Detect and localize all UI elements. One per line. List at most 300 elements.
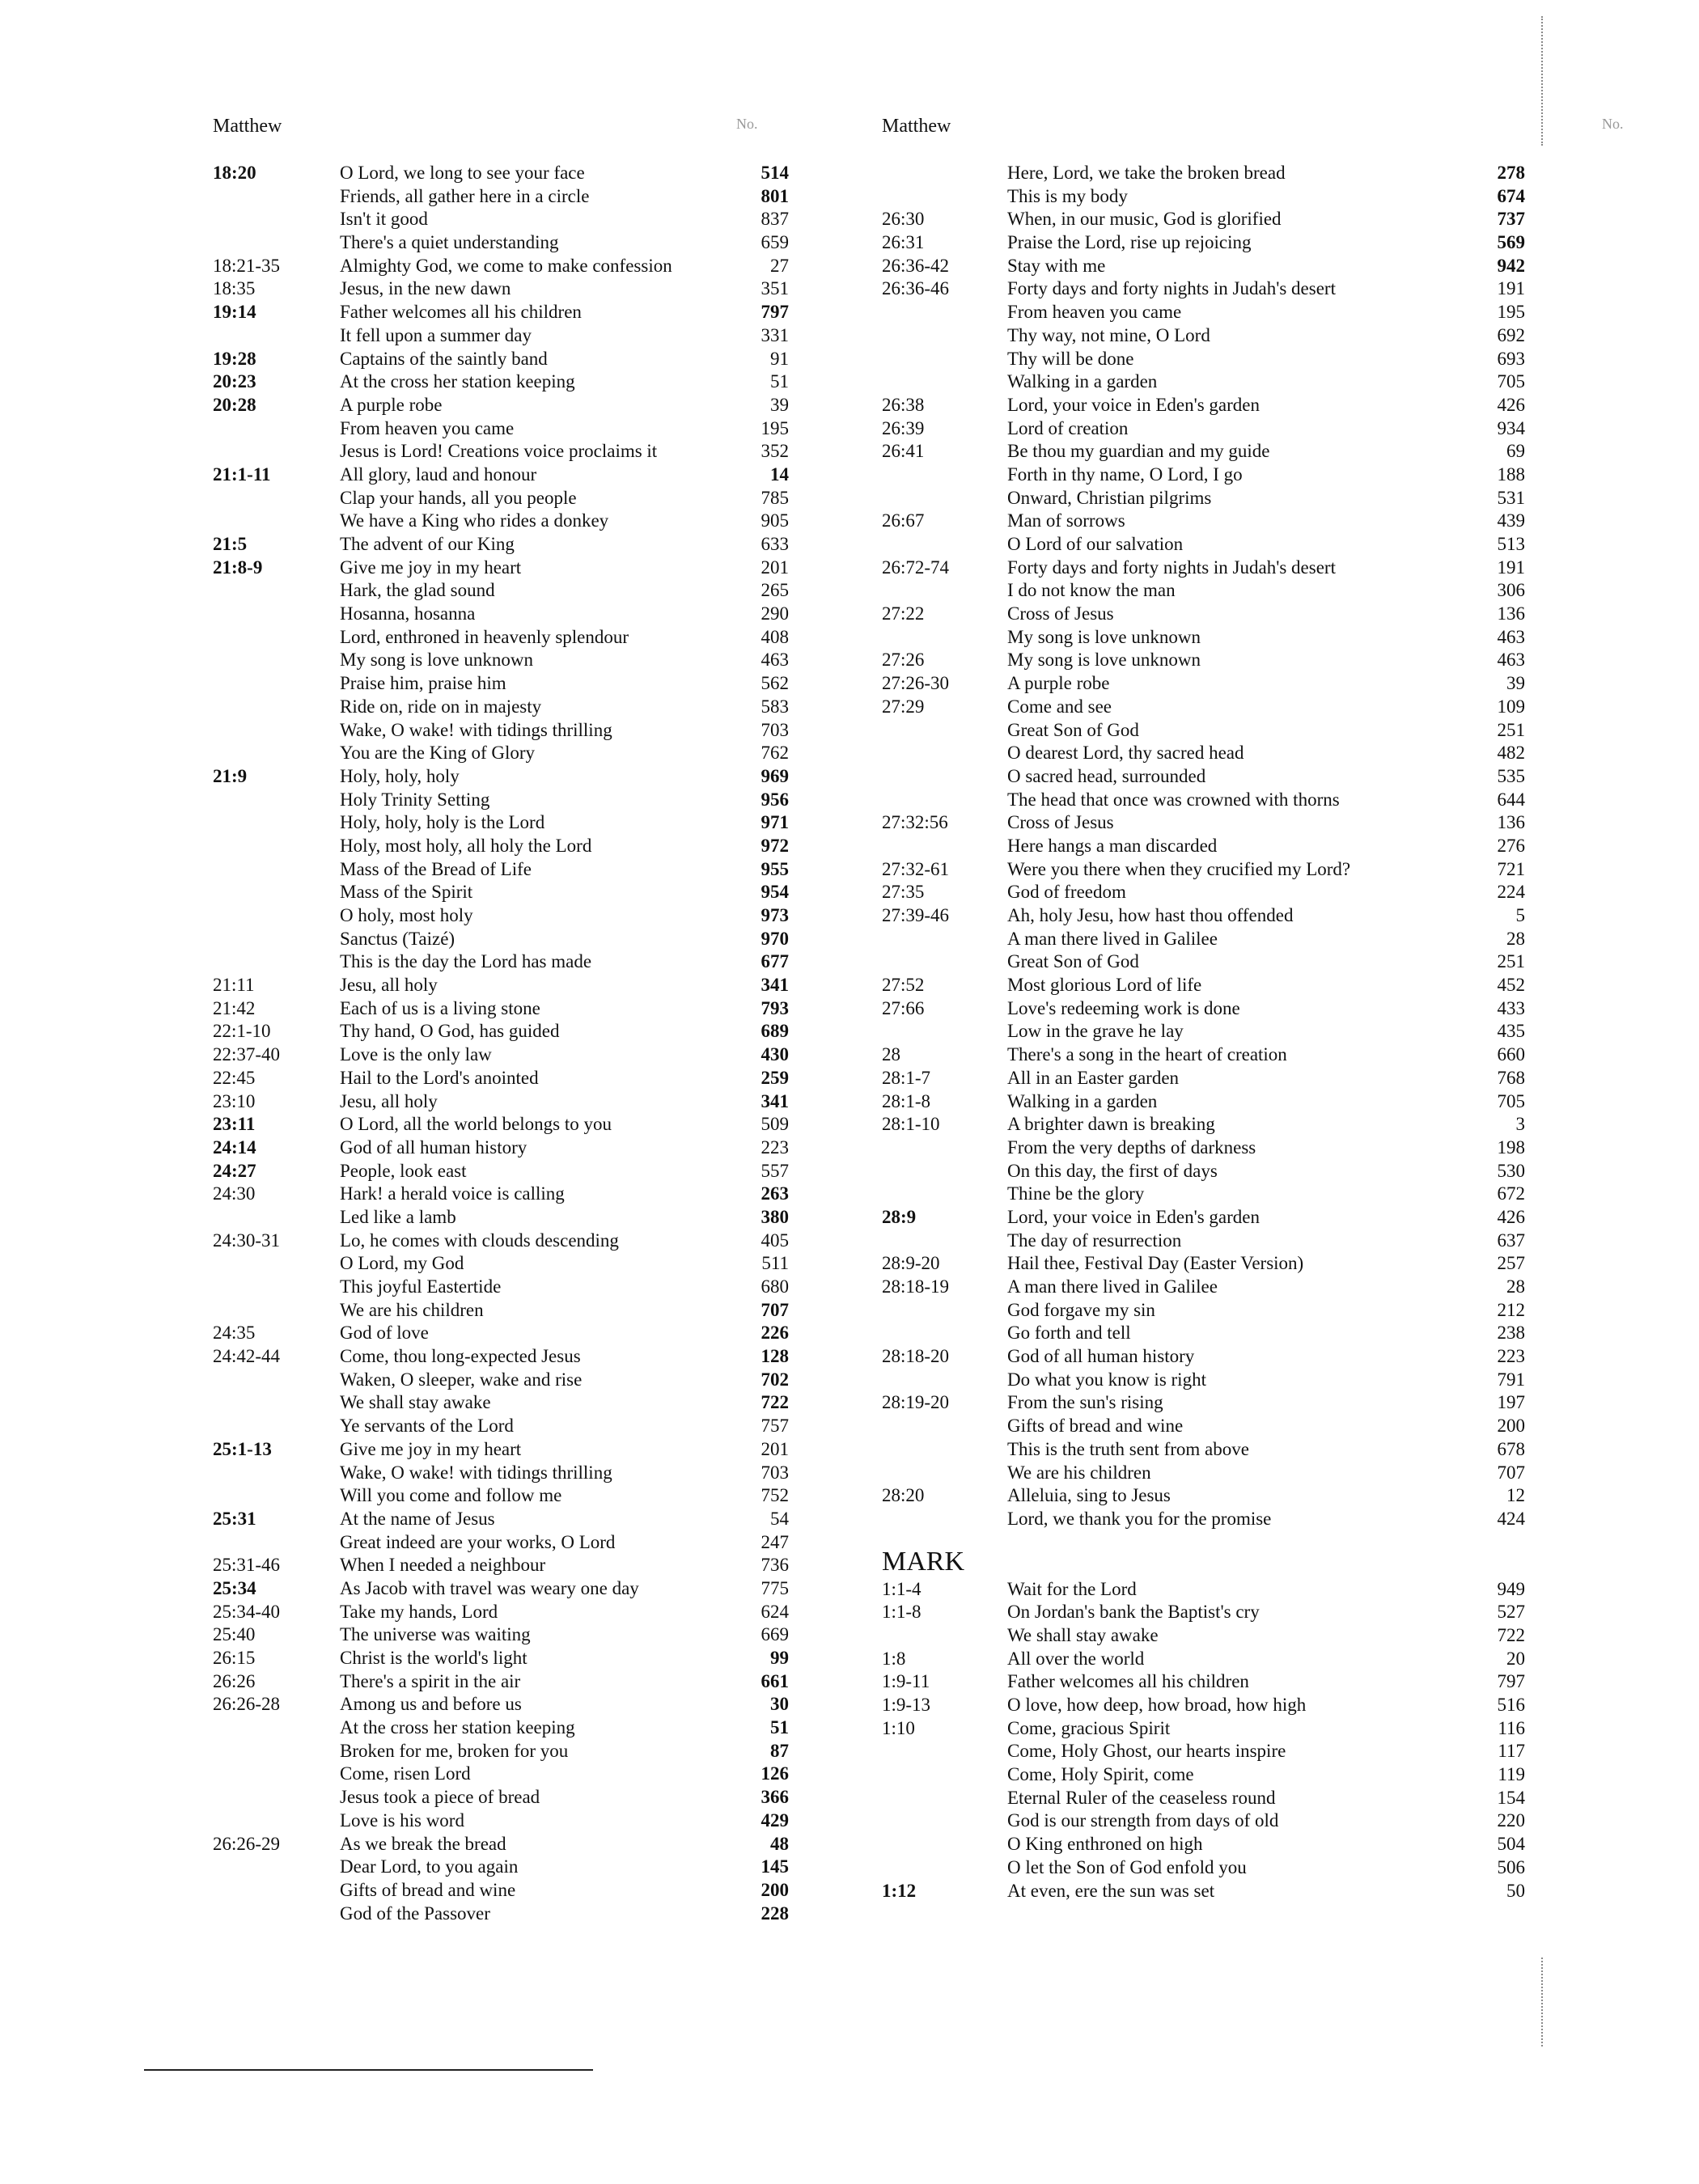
scripture-reference: 28 <box>882 1044 900 1065</box>
hymn-number: 801 <box>761 185 789 206</box>
hymn-number: 680 <box>761 1276 789 1297</box>
hymn-title: Christ is the world's light <box>340 1648 527 1668</box>
hymn-title: This is the day the Lord has made <box>340 951 592 972</box>
scripture-reference: 1:12 <box>882 1880 917 1901</box>
hymn-number: 263 <box>761 1183 789 1204</box>
scripture-reference: 18:20 <box>213 163 256 183</box>
index-row <box>0 463 817 487</box>
index-row <box>0 440 817 463</box>
hymn-number: 659 <box>761 232 789 253</box>
hymn-number: 737 <box>1497 209 1525 230</box>
scripture-reference: 24:14 <box>213 1136 256 1158</box>
index-row <box>0 1438 817 1462</box>
index-row <box>874 997 1683 1021</box>
hymn-title: Lo, he comes with clouds descending <box>340 1230 619 1251</box>
index-row <box>0 255 817 278</box>
hymn-title: The advent of our King <box>340 534 515 554</box>
index-row <box>0 1623 817 1647</box>
index-row <box>0 1716 817 1740</box>
hymn-number: 661 <box>761 1670 789 1691</box>
hymn-title: Come and see <box>1007 696 1112 717</box>
index-row <box>874 487 1683 510</box>
hymn-number: 251 <box>1497 951 1525 972</box>
hymn-title: My song is love unknown <box>340 650 533 671</box>
scripture-reference: 26:36-46 <box>882 278 950 299</box>
hymn-number: 752 <box>761 1485 789 1506</box>
hymn-number: 191 <box>1497 557 1525 578</box>
index-row <box>0 811 817 835</box>
hymn-number: 226 <box>761 1323 789 1344</box>
hymn-title: Walking in a garden <box>1007 1090 1158 1111</box>
hymn-title: Thy way, not mine, O Lord <box>1007 324 1210 345</box>
hymn-title: Walking in a garden <box>1007 371 1158 392</box>
hymn-number: 633 <box>761 534 789 554</box>
hymn-title: Mass of the Bread of Life <box>340 858 532 879</box>
hymn-title: My song is love unknown <box>1007 626 1201 647</box>
hymn-number: 693 <box>1497 348 1525 369</box>
scripture-reference: 28:19-20 <box>882 1392 950 1413</box>
hymn-number: 677 <box>761 951 789 972</box>
hymn-number: 188 <box>1497 463 1525 485</box>
index-row <box>0 1484 817 1508</box>
index-row <box>874 1252 1683 1276</box>
index-row <box>0 974 817 997</box>
hymn-number: 220 <box>1497 1810 1525 1831</box>
hymn-number: 154 <box>1497 1787 1525 1808</box>
hymn-title: God of all human history <box>1007 1346 1195 1367</box>
hymn-number: 341 <box>761 1090 789 1111</box>
scripture-reference: 28:1-10 <box>882 1114 940 1135</box>
hymn-title: Lord, your voice in Eden's garden <box>1007 394 1260 415</box>
index-row <box>0 1809 817 1833</box>
index-row <box>0 1136 817 1160</box>
index-row <box>0 1786 817 1809</box>
hymn-title: Give me joy in my heart <box>340 1438 522 1459</box>
hymn-number: 426 <box>1497 394 1525 415</box>
index-row <box>874 1880 1683 1903</box>
hymn-number: 837 <box>761 209 789 230</box>
hymn-title: O love, how deep, how broad, how high <box>1007 1695 1307 1715</box>
hymn-number: 119 <box>1498 1764 1525 1785</box>
scripture-reference: 1:1-4 <box>882 1578 922 1599</box>
index-row <box>874 765 1683 789</box>
hymn-title: A brighter dawn is breaking <box>1007 1114 1215 1135</box>
index-row <box>874 185 1683 209</box>
hymn-title: O dearest Lord, thy sacred head <box>1007 743 1244 764</box>
hymn-title: God of all human history <box>340 1136 527 1158</box>
scripture-reference: 21:5 <box>213 534 248 554</box>
hymn-number: 195 <box>1497 302 1525 323</box>
hymn-title: This joyful Eastertide <box>340 1276 502 1297</box>
hymn-number: 28 <box>1506 1276 1525 1297</box>
scripture-reference: 28:9 <box>882 1206 917 1227</box>
index-row <box>0 1763 817 1786</box>
hymn-title: We are his children <box>340 1299 484 1320</box>
scripture-reference: 26:39 <box>882 417 925 438</box>
hymn-title: Take my hands, Lord <box>340 1601 498 1622</box>
hymn-number: 136 <box>1497 812 1525 833</box>
scripture-reference: 21:42 <box>213 997 256 1018</box>
hymn-title: Lord, enthroned in heavenly splendour <box>340 626 629 647</box>
hymn-number: 48 <box>770 1833 789 1854</box>
index-row <box>0 904 817 928</box>
hymn-title: Each of us is a living stone <box>340 997 540 1018</box>
index-row <box>0 1670 817 1694</box>
scripture-reference: 26:26 <box>213 1670 256 1691</box>
left-index-list <box>0 162 817 1925</box>
index-row <box>874 1670 1683 1694</box>
scripture-reference: 27:35 <box>882 882 925 903</box>
index-row <box>0 1647 817 1670</box>
hymn-title: Hail to the Lord's anointed <box>340 1067 539 1088</box>
hymn-title: Thy hand, O God, has guided <box>340 1021 560 1042</box>
hymn-number: 54 <box>770 1508 789 1529</box>
scan-edge-mark <box>1541 1958 1544 2046</box>
hymn-title: Clap your hands, all you people <box>340 487 577 508</box>
index-row <box>0 394 817 417</box>
hymn-number: 535 <box>1497 765 1525 786</box>
index-row <box>0 950 817 974</box>
scripture-reference: 26:15 <box>213 1648 256 1668</box>
hymn-number: 969 <box>761 765 789 786</box>
hymn-title: At the cross her station keeping <box>340 371 575 392</box>
scripture-reference: 28:1-7 <box>882 1067 931 1088</box>
index-row <box>0 672 817 696</box>
hymn-number: 20 <box>1506 1648 1525 1669</box>
hymn-title: God of love <box>340 1323 429 1344</box>
hymn-number: 99 <box>770 1648 789 1668</box>
hymn-number: 290 <box>761 603 789 624</box>
index-row <box>0 1067 817 1090</box>
index-row <box>874 1508 1683 1531</box>
hymn-title: Cross of Jesus <box>1007 812 1114 833</box>
scripture-reference: 22:37-40 <box>213 1044 281 1065</box>
index-row <box>874 881 1683 904</box>
section-heading <box>874 1531 1683 1578</box>
index-row <box>874 1322 1683 1345</box>
index-row <box>874 1415 1683 1438</box>
hymn-title: At even, ere the sun was set <box>1007 1880 1215 1901</box>
index-row <box>0 835 817 858</box>
hymn-title: Father welcomes all his children <box>340 302 582 323</box>
hymn-number: 762 <box>761 743 789 764</box>
index-row <box>0 997 817 1021</box>
hymn-title: Here, Lord, we take the broken bread <box>1007 163 1286 183</box>
hymn-number: 3 <box>1515 1114 1525 1135</box>
index-row <box>0 1020 817 1043</box>
hymn-number: 259 <box>761 1067 789 1088</box>
index-row <box>0 765 817 789</box>
hymn-number: 87 <box>770 1740 789 1761</box>
hymn-title: Hark! a herald voice is calling <box>340 1183 565 1204</box>
index-row <box>0 1230 817 1253</box>
hymn-title: Father welcomes all his children <box>1007 1671 1249 1692</box>
scripture-reference: 27:39-46 <box>882 905 950 925</box>
index-row <box>0 858 817 882</box>
hymn-number: 689 <box>761 1021 789 1042</box>
hymn-number: 408 <box>761 626 789 647</box>
index-row <box>0 277 817 301</box>
index-row <box>874 1578 1683 1602</box>
index-row <box>874 1740 1683 1763</box>
hymn-number: 12 <box>1506 1485 1525 1506</box>
hymn-title: Jesu, all holy <box>340 1090 438 1111</box>
scan-edge-mark <box>1541 16 1544 146</box>
index-row <box>874 1856 1683 1880</box>
hymn-title: On this day, the first of days <box>1007 1160 1218 1181</box>
index-row <box>0 1554 817 1577</box>
scripture-reference: 21:1-11 <box>213 463 271 485</box>
index-row <box>0 1391 817 1415</box>
hymn-number: 435 <box>1497 1021 1525 1042</box>
scripture-reference: 26:26-29 <box>213 1833 281 1854</box>
index-row <box>0 1252 817 1276</box>
index-row <box>874 1648 1683 1671</box>
hymn-title: Eternal Ruler of the ceaseless round <box>1007 1787 1276 1808</box>
hymn-title: Ye servants of the Lord <box>340 1416 514 1437</box>
index-row <box>0 742 817 765</box>
index-row <box>874 928 1683 951</box>
hymn-title: From the very depths of darkness <box>1007 1136 1256 1158</box>
hymn-title: I do not know the man <box>1007 580 1176 601</box>
hymn-number: 707 <box>761 1299 789 1320</box>
hymn-title: Jesu, all holy <box>340 975 438 996</box>
hymn-title: Jesus took a piece of bread <box>340 1787 540 1808</box>
hymn-number: 265 <box>761 580 789 601</box>
hymn-number: 28 <box>1506 928 1525 949</box>
scripture-reference: 18:21-35 <box>213 255 281 276</box>
hymn-title: God of freedom <box>1007 882 1126 903</box>
hymn-title: The universe was waiting <box>340 1624 531 1645</box>
scripture-reference: 19:28 <box>213 348 256 369</box>
index-row <box>874 1043 1683 1067</box>
scripture-reference: 25:31-46 <box>213 1555 281 1576</box>
hymn-title: Isn't it good <box>340 209 428 230</box>
hymn-title: Jesus, in the new dawn <box>340 278 511 299</box>
hymn-number: 452 <box>1497 975 1525 996</box>
hymn-number: 678 <box>1497 1438 1525 1459</box>
hymn-number: 705 <box>1497 371 1525 392</box>
hymn-title: Sanctus (Taizé) <box>340 928 455 949</box>
hymn-number: 955 <box>761 858 789 879</box>
hymn-title: Come, Holy Ghost, our hearts inspire <box>1007 1741 1286 1762</box>
index-row <box>874 1369 1683 1392</box>
hymn-number: 513 <box>1497 534 1525 554</box>
hymn-number: 136 <box>1497 603 1525 624</box>
hymn-title: From heaven you came <box>340 417 515 438</box>
hymn-title: O Lord, we long to see your face <box>340 163 585 183</box>
hymn-number: 660 <box>1497 1044 1525 1065</box>
scripture-reference: 22:45 <box>213 1067 256 1088</box>
index-row <box>0 1833 817 1856</box>
hymn-number: 116 <box>1498 1717 1525 1738</box>
index-row <box>0 1183 817 1206</box>
hymn-number: 126 <box>761 1763 789 1784</box>
index-row <box>874 649 1683 672</box>
hymn-number: 27 <box>770 255 789 276</box>
index-row <box>874 1624 1683 1648</box>
hymn-title: Holy, most holy, all holy the Lord <box>340 835 592 856</box>
hymn-number: 934 <box>1497 417 1525 438</box>
hymn-title: Holy Trinity Setting <box>340 789 490 810</box>
index-row <box>874 626 1683 650</box>
hymn-number: 195 <box>761 417 789 438</box>
hymn-title: Thy will be done <box>1007 348 1134 369</box>
index-row <box>874 1206 1683 1230</box>
index-row <box>0 533 817 557</box>
hymn-number: 705 <box>1497 1090 1525 1111</box>
index-row <box>0 928 817 951</box>
index-row <box>874 1067 1683 1090</box>
hymn-number: 516 <box>1497 1695 1525 1715</box>
hymn-number: 504 <box>1497 1834 1525 1855</box>
index-row <box>0 649 817 672</box>
index-row <box>0 1693 817 1716</box>
scripture-reference: 27:32:56 <box>882 812 948 833</box>
hymn-number: 707 <box>1497 1462 1525 1483</box>
index-row <box>874 231 1683 255</box>
index-row <box>874 1113 1683 1136</box>
hymn-title: Wait for the Lord <box>1007 1578 1137 1599</box>
scripture-reference: 28:9-20 <box>882 1253 940 1274</box>
hymn-title: Come, risen Lord <box>340 1763 471 1784</box>
hymn-title: It fell upon a summer day <box>340 324 532 345</box>
index-row <box>874 789 1683 812</box>
hymn-title: Alleluia, sing to Jesus <box>1007 1485 1171 1506</box>
index-row <box>874 742 1683 765</box>
index-row <box>0 348 817 371</box>
hymn-number: 775 <box>761 1577 789 1598</box>
running-head-right: Matthew <box>882 116 951 137</box>
hymn-number: 223 <box>761 1136 789 1158</box>
scripture-reference: 27:26 <box>882 650 925 671</box>
hymn-title: Dear Lord, to you again <box>340 1856 519 1877</box>
index-row <box>874 719 1683 743</box>
hymn-number: 514 <box>761 163 789 183</box>
hymn-number: 201 <box>761 1438 789 1459</box>
hymn-number-heading-left: No. <box>736 116 758 132</box>
hymn-number: 426 <box>1497 1206 1525 1227</box>
hymn-title: Almighty God, we come to make confession <box>340 255 672 276</box>
scripture-reference: 26:72-74 <box>882 557 950 578</box>
hymn-title: Great indeed are your works, O Lord <box>340 1531 616 1552</box>
hymn-title: Ride on, ride on in majesty <box>340 696 542 717</box>
hymn-number: 703 <box>761 1462 789 1483</box>
hymn-title: Ah, holy Jesu, how hast thou offended <box>1007 905 1294 925</box>
index-row <box>874 1230 1683 1253</box>
scripture-reference: 27:22 <box>882 603 925 624</box>
index-row <box>0 1577 817 1601</box>
index-row <box>0 557 817 580</box>
hymn-title: Will you come and follow me <box>340 1485 562 1506</box>
hymn-title: O let the Son of God enfold you <box>1007 1856 1247 1877</box>
hymn-number: 191 <box>1497 278 1525 299</box>
hymn-title: Love is the only law <box>340 1044 492 1065</box>
index-row <box>874 1090 1683 1114</box>
scripture-reference: 27:29 <box>882 696 925 717</box>
hymn-title: Love's redeeming work is done <box>1007 997 1240 1018</box>
hymn-number: 463 <box>1497 650 1525 671</box>
hymn-number: 278 <box>1497 163 1525 183</box>
hymn-title: God is our strength from days of old <box>1007 1810 1279 1831</box>
scripture-reference: 25:34 <box>213 1577 256 1598</box>
hymn-number: 380 <box>761 1206 789 1227</box>
hymn-title: Cross of Jesus <box>1007 603 1114 624</box>
index-row <box>0 185 817 209</box>
hymn-number: 692 <box>1497 324 1525 345</box>
hymn-number: 797 <box>1497 1671 1525 1692</box>
scripture-reference: 26:67 <box>882 510 925 531</box>
hymn-number: 51 <box>770 371 789 392</box>
index-row <box>874 950 1683 974</box>
hymn-number: 530 <box>1497 1160 1525 1181</box>
index-row <box>0 301 817 324</box>
scripture-reference: 27:66 <box>882 997 925 1018</box>
index-row <box>0 1276 817 1299</box>
hymn-title: When I needed a neighbour <box>340 1555 546 1576</box>
hymn-number: 331 <box>761 324 789 345</box>
right-index-list <box>874 162 1683 1903</box>
hymn-number: 405 <box>761 1230 789 1251</box>
hymn-number: 569 <box>1497 232 1525 253</box>
hymn-number: 128 <box>761 1346 789 1367</box>
hymn-number: 439 <box>1497 510 1525 531</box>
scripture-reference: 26:38 <box>882 394 925 415</box>
index-row <box>874 1462 1683 1485</box>
index-row <box>874 440 1683 463</box>
index-row <box>0 231 817 255</box>
index-row <box>874 208 1683 231</box>
hymn-number: 352 <box>761 441 789 462</box>
hymn-title: On Jordan's bank the Baptist's cry <box>1007 1602 1260 1623</box>
hymn-number: 429 <box>761 1809 789 1831</box>
hymn-number: 366 <box>761 1787 789 1808</box>
index-row <box>874 370 1683 394</box>
hymn-number: 527 <box>1497 1602 1525 1623</box>
hymn-title: Praise him, praise him <box>340 673 506 694</box>
hymn-title: Stay with me <box>1007 255 1106 276</box>
index-row <box>0 719 817 743</box>
hymn-title: Wake, O wake! with tidings thrilling <box>340 719 612 740</box>
hymn-title: Onward, Christian pilgrims <box>1007 487 1212 508</box>
scripture-reference: 25:40 <box>213 1624 256 1645</box>
hymn-number-heading-right: No. <box>1602 116 1624 132</box>
index-row <box>0 696 817 719</box>
scripture-reference: 23:11 <box>213 1114 256 1135</box>
hymn-number: 200 <box>761 1879 789 1900</box>
index-row <box>0 1462 817 1485</box>
scripture-reference: 25:34-40 <box>213 1601 281 1622</box>
hymn-number: 463 <box>1497 626 1525 647</box>
hymn-number: 971 <box>761 812 789 833</box>
hymn-number: 247 <box>761 1531 789 1552</box>
index-row <box>874 1809 1683 1833</box>
hymn-title: Low in the grave he lay <box>1007 1021 1184 1042</box>
scripture-reference: 19:14 <box>213 302 256 323</box>
hymn-number: 949 <box>1497 1578 1525 1599</box>
scripture-reference: 24:42-44 <box>213 1346 281 1367</box>
index-row <box>0 1903 817 1926</box>
hymn-title: Great Son of God <box>1007 719 1139 740</box>
hymn-title: O sacred head, surrounded <box>1007 765 1206 786</box>
hymn-number: 109 <box>1497 696 1525 717</box>
hymn-title: This is the truth sent from above <box>1007 1438 1249 1459</box>
scripture-reference: 24:30 <box>213 1183 256 1204</box>
hymn-title: At the cross her station keeping <box>340 1717 575 1738</box>
hymn-title: O Lord, my God <box>340 1253 464 1274</box>
hymn-title: Lord of creation <box>1007 417 1129 438</box>
scripture-reference: 20:28 <box>213 394 256 415</box>
